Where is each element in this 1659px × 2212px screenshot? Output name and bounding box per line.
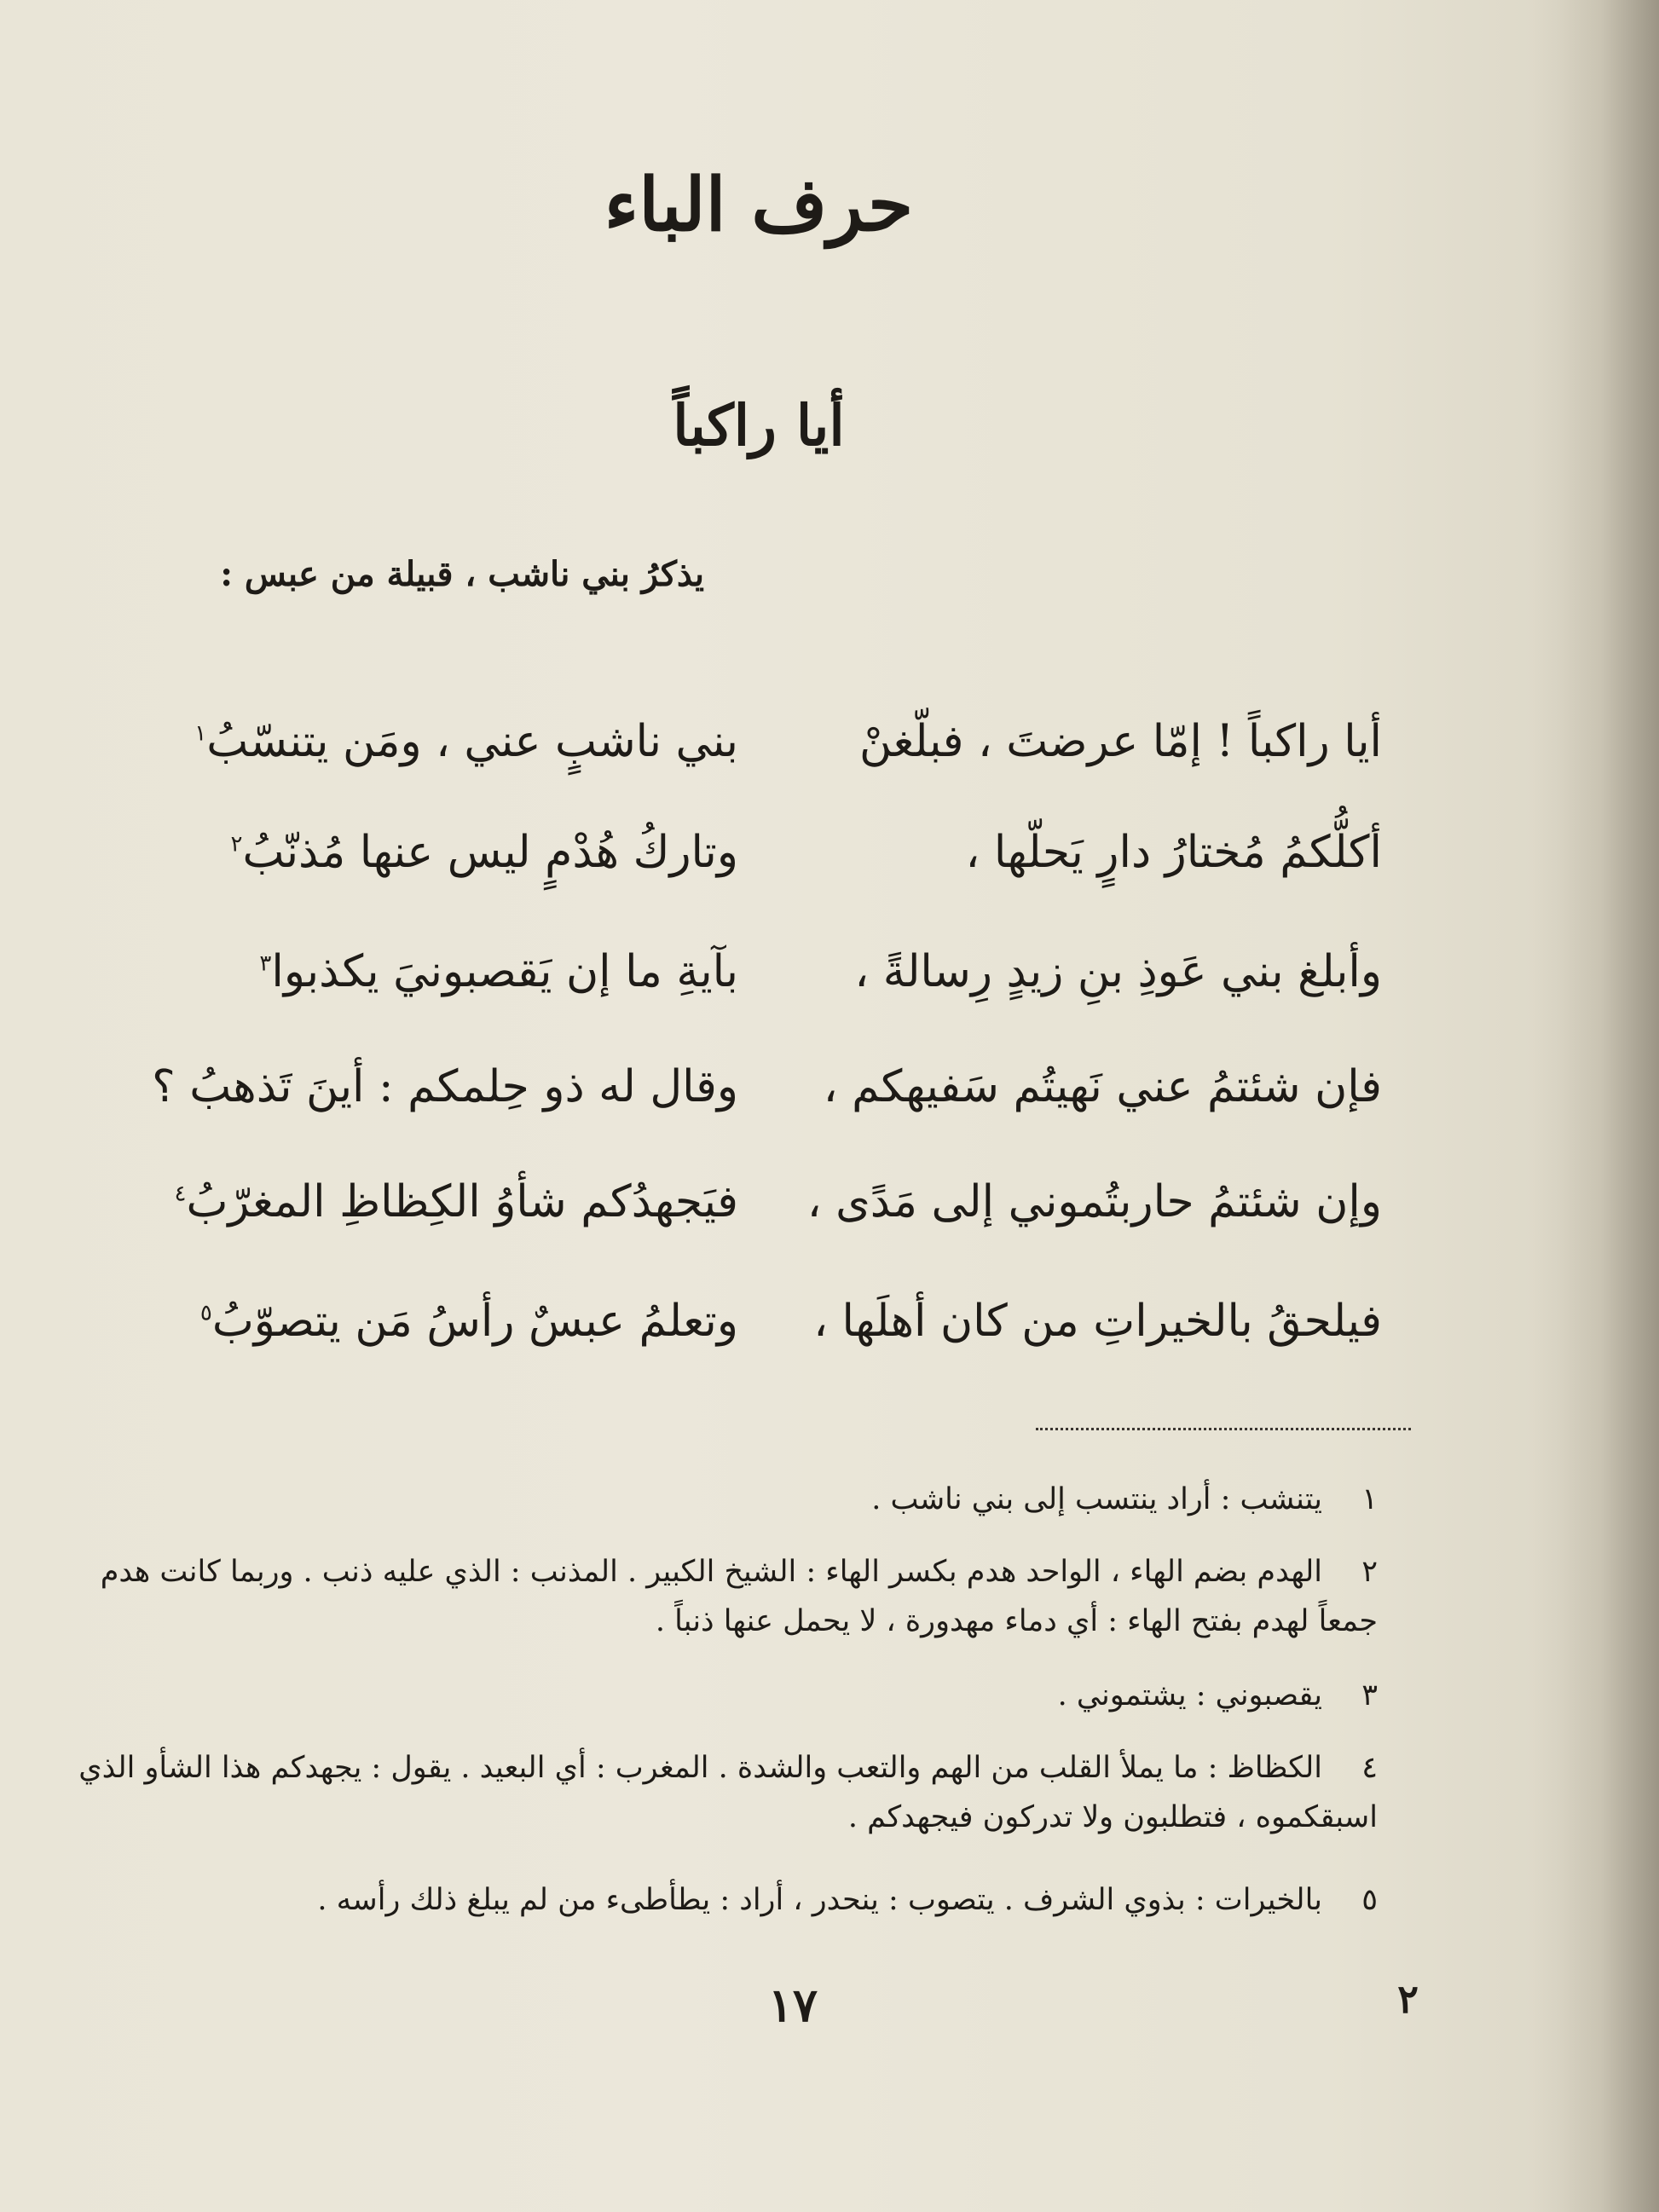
- verse-second-hemistich: وتعلمُ عبسٌ رأسُ مَن يتصوّبُ$^٥$: [199, 1296, 738, 1347]
- footnote-marker: ٢: [230, 831, 243, 858]
- footnote-text: يقصبوني : يشتموني .: [1057, 1678, 1322, 1712]
- verse-first-hemistich: وإن شئتمُ حاربتُموني إلى مَدًى ،: [806, 1176, 1382, 1227]
- verse-line: [0, 1061, 1659, 1129]
- footnote-number: ٥: [1361, 1883, 1378, 1917]
- footnote-marker: ٤: [174, 1181, 187, 1207]
- footnote-marker: ٥: [199, 1300, 212, 1326]
- footnote-separator: [1036, 1428, 1411, 1430]
- verse-first-hemistich: أيا راكباً ! إمّا عرضتَ ، فبلّغنْ: [859, 716, 1382, 767]
- poem-intro: يذكرُ بني ناشب ، قبيلة من عبس :: [220, 554, 704, 594]
- poem-title: أيا راكباً: [673, 392, 845, 459]
- verse-second-hemistich: بني ناشبٍ عني ، ومَن يتنسّبُ$^١$: [194, 716, 738, 767]
- verse-line: [0, 827, 1659, 895]
- footnote-number: ١: [1361, 1482, 1378, 1516]
- verse-second-hemistich: بآيةِ ما إن يَقصبونيَ يكذبوا$^٣$: [259, 946, 738, 997]
- signature-mark: ٢: [1397, 1976, 1419, 2022]
- verse-second-hemistich: وقال له ذو حِلمكم : أينَ تَذهبُ ؟: [152, 1061, 738, 1112]
- footnote: [73, 1875, 1378, 1925]
- footnote: [73, 1547, 1378, 1646]
- footnote: [73, 1671, 1378, 1720]
- chapter-title: حرف الباء: [604, 162, 914, 248]
- footnote: [73, 1475, 1378, 1524]
- verse-line: [0, 1176, 1659, 1245]
- verse-line: [0, 716, 1659, 784]
- footnote-text: يتنشب : أراد ينتسب إلى بني ناشب .: [871, 1482, 1322, 1516]
- verse-second-hemistich: فيَجهدُكم شأوُ الكِظاظِ المغرّبُ$^٤$: [174, 1176, 738, 1227]
- footnote-number: ٣: [1361, 1678, 1378, 1712]
- verse-first-hemistich: أكلُّكمُ مُختارُ دارٍ يَحلّها ،: [965, 827, 1382, 878]
- footnote-marker: ٣: [259, 950, 272, 977]
- footnote-text: الكظاظ : ما يملأ القلب من الهم والتعب والشدة . المغرب : أي البعيد . يقول : يجهدكم هذا الشأو الذي اسبقكموه ، فتطلبون ولا تدركون فيجهدكم .: [78, 1751, 1378, 1834]
- footnote: [73, 1743, 1378, 1842]
- footnote-text: الهدم بضم الهاء ، الواحد هدم بكسر الهاء : الشيخ الكبير . المذنب : الذي عليه ذنب . وربما كانت هدم جمعاً لهدم بفتح الهاء : أي دماء مهدورة ، لا يحمل عنها ذنباً .: [100, 1555, 1378, 1638]
- footnote-number: ٤: [1361, 1751, 1378, 1785]
- page-number: ١٧: [767, 1978, 818, 2032]
- verse-first-hemistich: وأبلغ بني عَوذِ بنِ زيدٍ رِسالةً ،: [854, 946, 1382, 997]
- verse-line: [0, 946, 1659, 1014]
- footnote-marker: ١: [194, 720, 207, 747]
- verse-line: [0, 1296, 1659, 1364]
- verse-first-hemistich: فيلحقُ بالخيراتِ من كان أهلَها ،: [813, 1296, 1382, 1347]
- verse-first-hemistich: فإن شئتمُ عني نَهيتُم سَفيهكم ،: [823, 1061, 1382, 1112]
- footnote-number: ٢: [1361, 1555, 1378, 1589]
- verse-second-hemistich: وتاركُ هُدْمٍ ليس عنها مُذنّبُ$^٢$: [230, 827, 738, 878]
- footnote-text: بالخيرات : بذوي الشرف . يتصوب : ينحدر ، أراد : يطأطىء من لم يبلغ ذلك رأسه .: [317, 1883, 1322, 1917]
